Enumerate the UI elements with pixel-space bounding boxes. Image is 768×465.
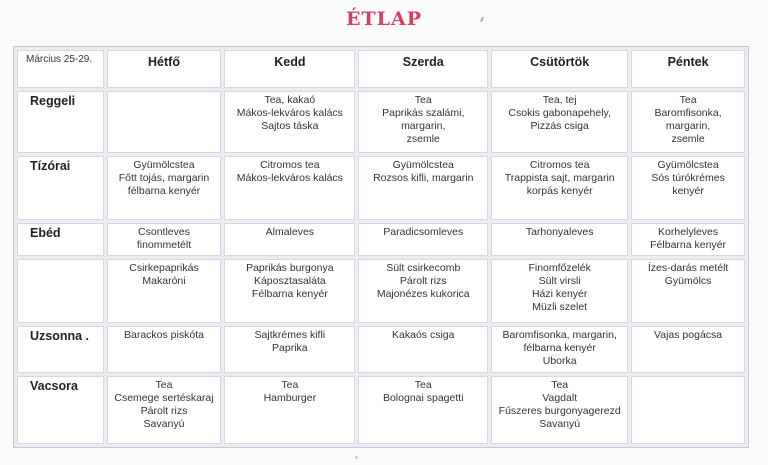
dish-line: Gyümölcstea	[133, 159, 195, 171]
dish-line: Tea	[551, 379, 569, 391]
meal-period-label: Tízórai	[17, 156, 104, 220]
menu-cell	[631, 91, 745, 153]
dish-line: Csontleves	[138, 226, 190, 238]
dish-line: Tarhonyaleves	[525, 226, 594, 238]
day-header: Szerda	[358, 50, 488, 88]
dish-line: Tea	[414, 379, 432, 391]
menu-cell	[358, 223, 488, 256]
dish-line: Almaleves	[265, 226, 315, 238]
menu-cell	[224, 223, 355, 256]
dish-line: Tea	[679, 94, 697, 106]
dish-line: Citromos tea	[529, 159, 590, 171]
dish-line: Barackos piskóta	[124, 329, 204, 341]
dish-line: margarin,	[665, 120, 711, 132]
dish-line: margarin,	[401, 120, 446, 132]
dish-line: Főtt tojás, margarin	[118, 172, 210, 184]
dish-line: Korhelyleves	[658, 226, 719, 238]
meal-period-label: Vacsora	[17, 376, 104, 444]
dish-line: Tea	[155, 379, 173, 391]
date-range: Március 25-29.	[17, 50, 104, 88]
dish-line: Makaróni	[142, 275, 186, 287]
meal-row	[17, 376, 745, 444]
meal-period-label: Uzsonna .	[17, 326, 104, 373]
menu-cell	[358, 376, 488, 444]
dish-line: Paprika	[272, 342, 308, 354]
menu-cell	[224, 91, 355, 153]
menu-title: ÉTLAP	[345, 8, 422, 30]
menu-cell	[107, 376, 222, 444]
menu-cell	[358, 259, 488, 323]
meal-row	[17, 326, 745, 373]
dish-line: Sajtkrémes kifli	[254, 329, 326, 341]
dish-line: Gyümölcstea	[657, 159, 719, 171]
menu-cell	[491, 376, 628, 444]
dish-line: Csemege sertéskaraj	[114, 392, 214, 404]
menu-cell	[631, 259, 745, 323]
dish-line: Mákos-lekváros kalács	[236, 172, 343, 184]
dish-line: Gyümölcstea	[392, 159, 454, 171]
dish-line: Tea	[281, 379, 299, 391]
dish-line: Trappista sajt, margarin	[504, 172, 615, 184]
dish-line: Uborka	[542, 355, 577, 367]
dish-line: Baromfisonka,	[654, 107, 722, 119]
dish-line: Mákos-lekváros kalács	[236, 107, 343, 119]
dish-line: Félbarna kenyér	[251, 288, 328, 300]
menu-cell	[491, 326, 628, 373]
dish-line: Tea, tej	[542, 94, 577, 106]
day-header: Kedd	[224, 50, 355, 88]
meal-row	[17, 223, 745, 256]
meal-period-label: Reggeli	[17, 91, 104, 153]
menu-cell	[224, 376, 355, 444]
menu-cell	[358, 91, 488, 153]
dish-line: Vajas pogácsa	[654, 329, 723, 341]
menu-cell	[107, 91, 222, 153]
scan-speck	[355, 456, 358, 459]
dish-line: Rozsos kifli, margarin	[373, 172, 474, 184]
dish-line: Pizzás csiga	[530, 120, 589, 132]
meal-row	[17, 259, 745, 323]
menu-cell	[224, 259, 355, 323]
menu-cell	[224, 156, 355, 220]
weekly-menu-table	[14, 47, 748, 447]
dish-line: Bolognai spagetti	[382, 392, 464, 404]
dish-line: Müzli szelet	[532, 301, 588, 313]
menu-cell	[631, 156, 745, 220]
meal-period-label	[17, 259, 104, 323]
day-header: Csütörtök	[491, 50, 628, 88]
dish-line: Hamburger	[263, 392, 317, 404]
dish-line: Káposztasaláta	[253, 275, 326, 287]
menu-cell	[107, 223, 222, 256]
dish-line: Baromfisonka, margarin,	[502, 329, 617, 341]
header-row	[17, 50, 745, 88]
dish-line: Csokis gabonapehely,	[508, 107, 611, 119]
meal-row	[17, 91, 745, 153]
dish-line: Házi kenyér	[531, 288, 588, 300]
dish-line: Ízes-darás metélt	[647, 262, 729, 274]
dish-line: Sós túrókrémes	[651, 172, 725, 184]
menu-cell	[491, 223, 628, 256]
dish-line: zsemle	[671, 133, 705, 145]
dish-line: kenyér	[672, 185, 704, 197]
menu-cell	[631, 223, 745, 256]
dish-line: félbarna kenyér	[127, 185, 201, 197]
dish-line: Sajtos táska	[261, 120, 319, 132]
dish-line: Savanyú	[143, 418, 185, 430]
menu-cell	[107, 326, 222, 373]
dish-line: Gyümölcs	[664, 275, 712, 287]
menu-cell	[491, 259, 628, 323]
meal-period-label: Ebéd	[17, 223, 104, 256]
dish-line: Paprikás burgonya	[246, 262, 334, 274]
dish-line: félbarna kenyér	[523, 342, 596, 354]
dish-line: Paradicsomleves	[383, 226, 464, 238]
dish-line: Párolt rizs	[399, 275, 447, 287]
dish-line: Majonézes kukorica	[376, 288, 470, 300]
dish-line: Kakaós csiga	[392, 329, 455, 341]
menu-cell	[107, 156, 222, 220]
menu-cell	[631, 376, 745, 444]
dish-line: Sült virsli	[538, 275, 581, 287]
menu-cell	[491, 91, 628, 153]
menu-cell	[631, 326, 745, 373]
menu-cell	[491, 156, 628, 220]
menu-cell	[107, 259, 222, 323]
dish-line: Párolt rizs	[140, 405, 188, 417]
day-header: Péntek	[631, 50, 745, 88]
menu-cell	[358, 156, 488, 220]
menu-cell	[358, 326, 488, 373]
dish-line: Félbarna kenyér	[650, 239, 727, 251]
dish-line: Finomfőzelék	[528, 262, 591, 274]
dish-line: Tea	[414, 94, 432, 106]
dish-line: zsemle	[406, 133, 440, 145]
dish-line: Savanyú	[539, 418, 581, 430]
dish-line: Fűszeres burgonyagerezd	[498, 405, 621, 417]
dish-line: Vagdalt	[542, 392, 578, 404]
dish-line: Csirkepaprikás	[129, 262, 199, 274]
dish-line: Tea, kakaó	[264, 94, 316, 106]
dish-line: korpás kenyér	[526, 185, 593, 197]
dish-line: Sült csirkecomb	[386, 262, 461, 274]
dish-line: Paprikás szalámi,	[382, 107, 465, 119]
dish-line: Citromos tea	[260, 159, 320, 171]
day-header: Hétfő	[107, 50, 222, 88]
meal-row	[17, 156, 745, 220]
dish-line: finommetélt	[136, 239, 192, 251]
menu-cell	[224, 326, 355, 373]
